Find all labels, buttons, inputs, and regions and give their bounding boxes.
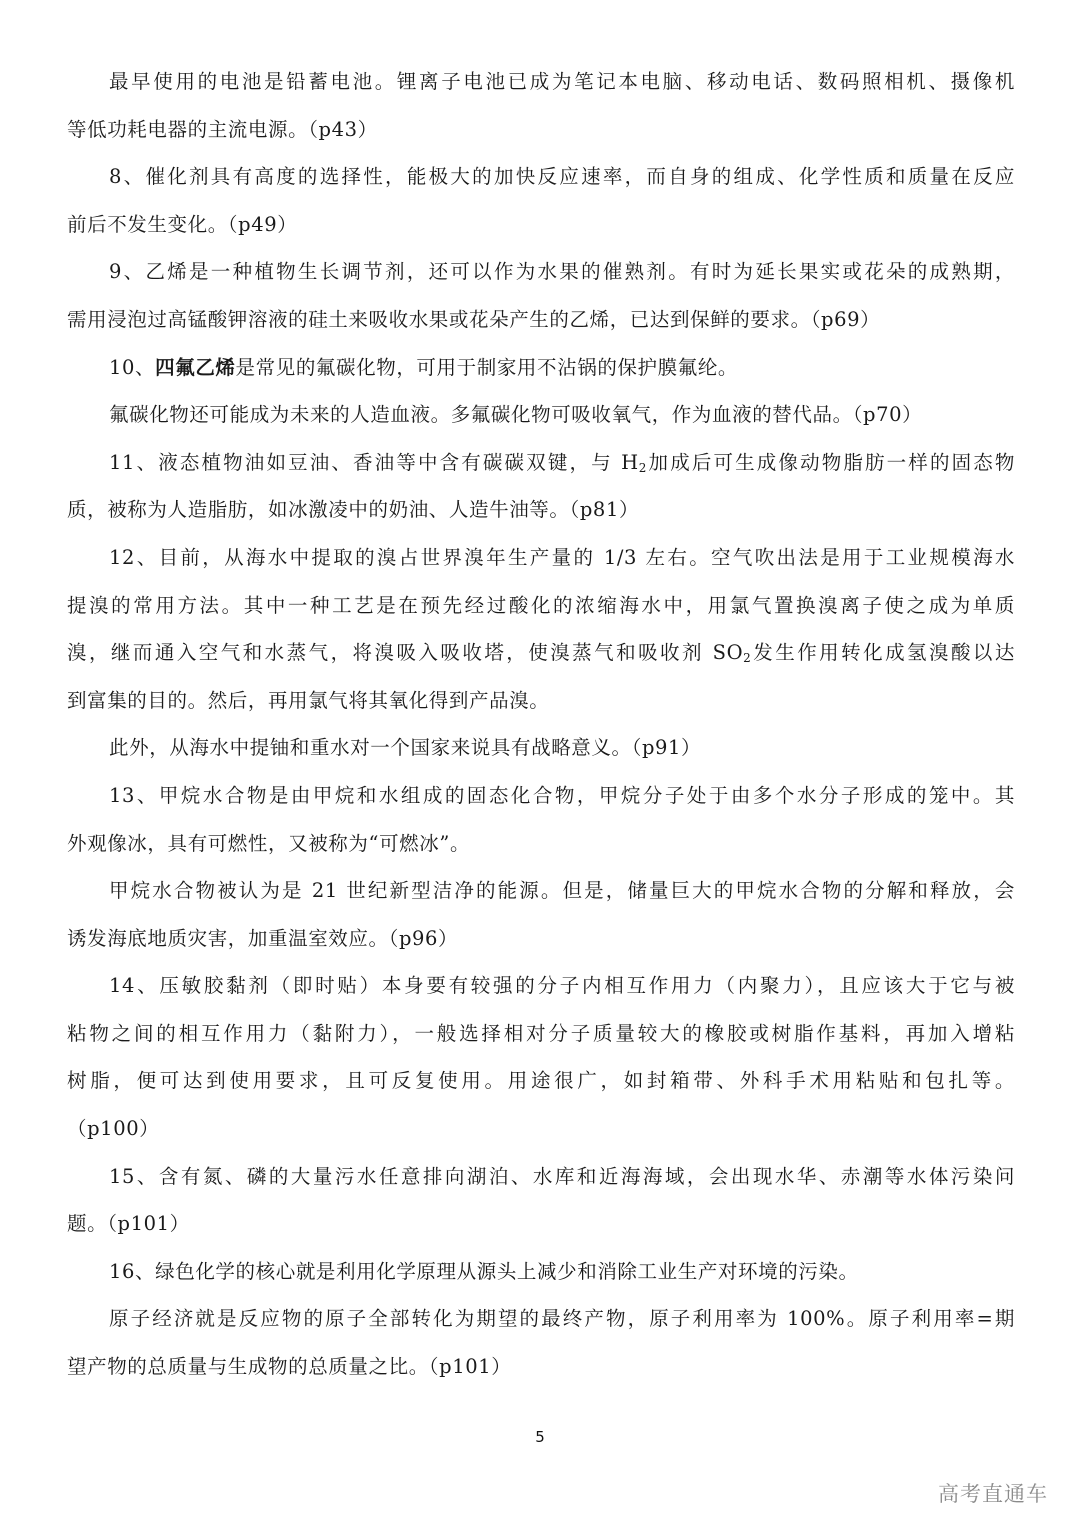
paragraph-line: 9、乙烯是一种植物生长调节剂，还可以作为水果的催熟剂。有时为延长果实或花朵的成熟期， (109, 260, 1015, 284)
paragraph-line (67, 439, 1015, 487)
page-number: 5 (535, 1428, 545, 1446)
document-page (67, 58, 1015, 1391)
paragraph-line: 13、甲烷水合物是由甲烷和水组成的固态化合物，甲烷分子处于由多个水分子形成的笼中。其 (109, 783, 1015, 807)
subscript: 2 (743, 651, 752, 666)
paragraph-line: 12、目前，从海水中提取的溴占世界溴年生产量的 1/3 左右。空气吹出法是用于工业规模海水 (109, 545, 1015, 569)
paragraph-line: 15、含有氮、磷的大量污水任意排向湖泊、水库和近海海域，会出现水华、赤潮等水体污染问 (109, 1164, 1015, 1188)
paragraph-line: 粘物之间的相互作用力（黏附力），一般选择相对分子质量较大的橡胶或树脂作基料，再加入增粘 (67, 1021, 1015, 1045)
bold-term: 四氟乙烯 (155, 355, 236, 379)
paragraph-line: 树脂，便可达到使用要求，且可反复使用。用途很广，如封箱带、外科手术用粘贴和包扎等。 (67, 1069, 1015, 1093)
paragraph-line: 8、催化剂具有高度的选择性，能极大的加快反应速率，而自身的组成、化学性质和质量在反应 (109, 165, 1015, 189)
paragraph-line: 需用浸泡过高锰酸钾溶液的硅土来吸收水果或花朵产生的乙烯，已达到保鲜的要求。（p69） (67, 307, 881, 331)
paragraph-line: 甲烷水合物被认为是 21 世纪新型洁净的能源。但是，储量巨大的甲烷水合物的分解和释放，会 (109, 879, 1015, 903)
paragraph-line: 原子经济就是反应物的原子全部转化为期望的最终产物，原子利用率为 100%。原子利用率=期 (109, 1307, 1015, 1331)
paragraph-line: 外观像冰，具有可燃性，又被称为“可燃冰”。 (67, 831, 471, 855)
paragraph-line: 诱发海底地质灾害，加重温室效应。（p96） (67, 926, 459, 950)
paragraph-text: 溴，继而通入空气和水蒸气，将溴吸入吸收塔，使溴蒸气和吸收剂 SO (67, 641, 744, 665)
paragraph-line: 最早使用的电池是铅蓄电池。锂离子电池已成为笔记本电脑、移动电话、数码照相机、摄像机 (109, 70, 1015, 93)
paragraph-line: （p100） (67, 1117, 160, 1141)
paragraph-line: 前后不发生变化。（p49） (67, 212, 298, 236)
paragraph-line: 16、绿色化学的核心就是利用化学原理从源头上减少和消除工业生产对环境的污染。 (109, 1259, 859, 1283)
item-number: 10、 (109, 355, 156, 379)
paragraph-line (67, 344, 1015, 392)
paragraph-line: 题。（p101） (67, 1212, 190, 1236)
paragraph-line: 到富集的目的。然后，再用氯气将其氧化得到产品溴。 (67, 688, 550, 712)
paragraph-line: 等低功耗电器的主流电源。（p43） (67, 117, 378, 141)
paragraph-text: 发生作用转化成氢溴酸以达 (751, 641, 1015, 665)
paragraph-text: 是常见的氟碳化物，可用于制家用不沾锅的保护膜氟纶。 (235, 355, 739, 379)
paragraph-line (67, 629, 1015, 677)
paragraph-line: 氟碳化物还可能成为未来的人造血液。多氟碳化物可吸收氧气，作为血液的替代品。（p70） (109, 403, 923, 427)
paragraph-line: 此外，从海水中提铀和重水对一个国家来说具有战略意义。（p91） (109, 736, 702, 760)
paragraph-line: 望产物的总质量与生成物的总质量之比。（p101） (67, 1355, 512, 1379)
paragraph-text: 11、液态植物油如豆油、香油等中含有碳碳双键，与 H (109, 450, 639, 474)
paragraph-text: 加成后可生成像动物脂肪一样的固态物 (647, 450, 1015, 474)
paragraph-line: 14、压敏胶黏剂（即时贴）本身要有较强的分子内相互作用力（内聚力），且应该大于它与被 (109, 974, 1015, 998)
paragraph-line: 质，被称为人造脂肪，如冰激凌中的奶油、人造牛油等。（p81） (67, 498, 640, 522)
watermark: 高考直通车 (938, 1482, 1048, 1506)
subscript: 2 (638, 460, 647, 475)
paragraph-line: 提溴的常用方法。其中一种工艺是在预先经过酸化的浓缩海水中，用氯气置换溴离子使之成为单质 (67, 593, 1015, 617)
